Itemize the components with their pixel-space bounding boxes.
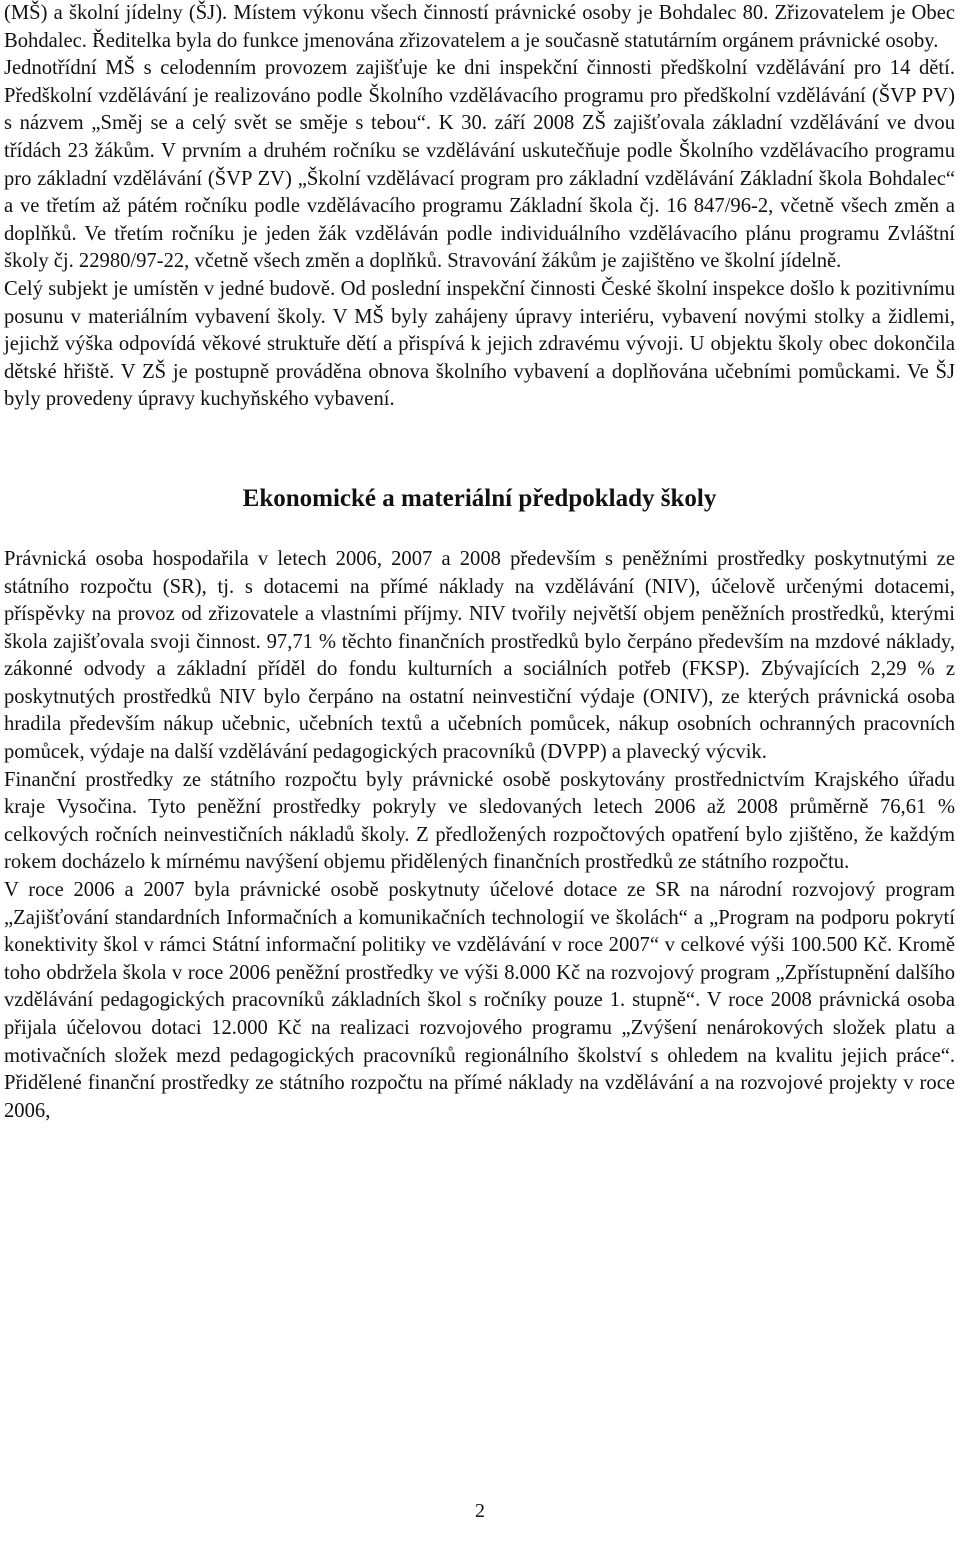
paragraph-building-equipment: Celý subjekt je umístěn v jedné budově. Od poslední inspekční činnosti České školní inspekce došlo k pozitivnímu posunu v materiálním vybavení školy. V MŠ byly zahájeny úpravy interiéru, vybavení novými stolky a židlemi, jejichž výška odpovídá věkové struktuře dětí a přispívá k jejich zdravému vývoji. U objektu školy obec dokončila dětské hřiště. V ZŠ je postupně prováděna obnova školního vybavení a doplňována učebními pomůckami. Ve ŠJ byly provedeny úpravy kuchyňského vybavení. [4, 277, 955, 411]
page-number: 2 [475, 1500, 485, 1522]
paragraph-school-organization: (MŠ) a školní jídelny (ŠJ). Místem výkonu všech činností právnické osoby je Bohdalec 80. Zřizovatelem je Obec Bohdalec. Ředitelka byla do funkce jmenována zřizovatelem a je současně statutárním orgánem právnické osoby. [4, 2, 955, 52]
document-body [4, 0, 955, 1125]
spacer [4, 516, 955, 546]
spacer [4, 414, 955, 482]
paragraph-targeted-grants: V roce 2006 a 2007 byla právnické osobě poskytnuty účelové dotace ze SR na národní rozvojový program „Zajišťování standardních Informačních a komunikačních technologií ve školách“ a „Program na podporu pokrytí konektivity škol v rámci Státní informační politiky ve vzdělávání v roce 2007“ v celkové výši 100.500 Kč. Kromě toho obdržela škola v roce 2006 peněžní prostředky ve výši 8.000 Kč na rozvojový program „Zpřístupnění dalšího vzdělávání pedagogických pracovníků základních škol s ročníky pouze 1. stupně“. V roce 2008 právnická osoba přijala účelovou dotaci 12.000 Kč na realizaci rozvojového programu „Zvýšení nenárokových složek platu a motivačních složek mezd pedagogických pracovníků regionálního školství s ohledem na kvalitu jejich práce“. Přidělené finanční prostředky ze státního rozpočtu na přímé náklady na vzdělávání a na rozvojové projekty v roce 2006, [4, 879, 955, 1122]
paragraph-state-budget: Finanční prostředky ze státního rozpočtu byly právnické osobě poskytovány prostřednictvím Krajského úřadu kraje Vysočina. Tyto peněžní prostředky pokryly ve sledovaných letech 2006 až 2008 průměrně 76,61 % celkových ročních neinvestičních nákladů školy. Z předložených rozpočtových opatření bylo zjištěno, že každým rokem docházelo k mírnému navýšení objemu přidělených finančních prostředků ze státního rozpočtu. [4, 768, 955, 874]
paragraph-funding-overview: Právnická osoba hospodařila v letech 2006, 2007 a 2008 především s peněžními prostředky poskytnutými ze státního rozpočtu (SR), tj. s dotacemi na přímé náklady na vzdělávání (NIV), účelově určenými dotacemi, příspěvky na provoz od zřizovatele a vlastními příjmy. NIV tvořily největší objem peněžních prostředků, kterými škola zajišťovala svoji činnost. 97,71 % těchto finančních prostředků bylo čerpáno především na mzdové náklady, zákonné odvody a základní příděl do fondu kulturních a sociálních potřeb (FKSP). Zbývajících 2,29 % z poskytnutých prostředků NIV bylo čerpáno na ostatní neinvestiční výdaje (ONIV), ze kterých právnická osoba hradila především nákup učebnic, učebních textů a učebních pomůcek, nákup osobních ochranných pracovních pomůcek, výdaje na další vzdělávání pedagogických pracovníků (DVPP) a plavecký výcvik. [4, 547, 955, 764]
section-heading: Ekonomické a materiální předpoklady školy [242, 484, 717, 512]
paragraph-school-programs: Jednotřídní MŠ s celodenním provozem zajišťuje ke dni inspekční činnosti předškolní vzdělávání pro 14 dětí. Předškolní vzdělávání je realizováno podle Školního vzdělávacího programu pro předškolní vzdělávání (ŠVP PV) s názvem „Směj se a celý svět se směje s tebou“. K 30. září 2008 ZŠ zajišťovala základní vzdělávání ve dvou třídách 23 žákům. V prvním a druhém ročníku se vzdělávání uskutečňuje podle Školního vzdělávacího programu pro základní vzdělávání (ŠVP ZV) „Školní vzdělávací program pro základní vzdělávání Základní škola Bohdalec“ a ve třetím až pátém ročníku podle vzdělávacího programu Základní škola čj. 16 847/96-2, včetně všech změn a doplňků. Ve třetím ročníku je jeden žák vzděláván podle individuálního vzdělávacího plánu programu Zvláštní školy čj. 22980/97-22, včetně všech změn a doplňků. Stravování žákům je zajištěno ve školní jídelně. [4, 57, 955, 273]
